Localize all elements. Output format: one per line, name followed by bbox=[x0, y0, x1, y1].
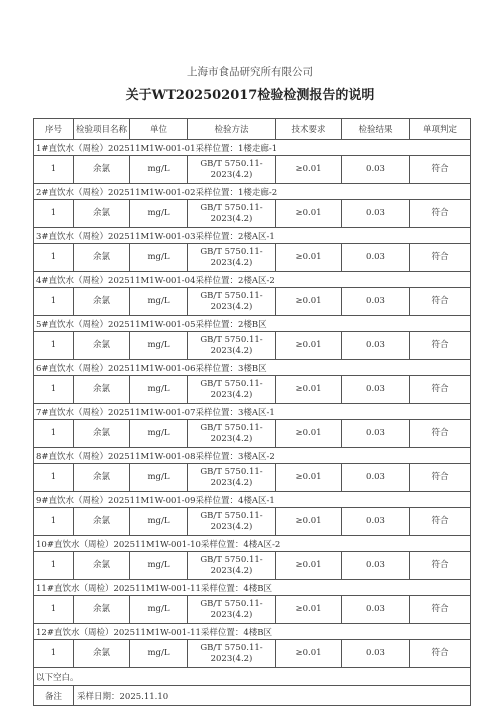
sample-heading-text: 7#直饮水（周检）202511M1W-001-07采样位置：3楼A区-1 bbox=[34, 404, 471, 420]
table-row bbox=[34, 376, 471, 404]
cell-item: 余氯 bbox=[74, 332, 130, 360]
sample-heading-text: 3#直饮水（周检）202511M1W-001-03采样位置：2楼A区-1 bbox=[34, 228, 471, 244]
cell-item: 余氯 bbox=[74, 420, 130, 448]
method-line: 2023(4.2) bbox=[210, 301, 253, 312]
cell-judgement: 符合 bbox=[410, 596, 471, 624]
cell-method bbox=[188, 156, 276, 184]
table-row bbox=[34, 508, 471, 536]
cell-method bbox=[188, 508, 276, 536]
cell-method bbox=[188, 288, 276, 316]
cell-judgement: 符合 bbox=[410, 376, 471, 404]
table-row bbox=[34, 552, 471, 580]
cell-no: 1 bbox=[34, 420, 74, 448]
cell-item: 余氯 bbox=[74, 596, 130, 624]
cell-unit: mg/L bbox=[130, 640, 188, 668]
cell-no: 1 bbox=[34, 596, 74, 624]
sample-section-heading bbox=[34, 316, 471, 332]
cell-unit: mg/L bbox=[130, 508, 188, 536]
cell-item: 余氯 bbox=[74, 288, 130, 316]
method-line: 2023(4.2) bbox=[210, 345, 253, 356]
cell-unit: mg/L bbox=[130, 200, 188, 228]
table-row bbox=[34, 244, 471, 272]
sample-section-heading bbox=[34, 272, 471, 288]
method-line: GB/T 5750.11- bbox=[200, 290, 263, 301]
cell-requirement: ≥0.01 bbox=[276, 640, 342, 668]
method-line: 2023(4.2) bbox=[210, 433, 253, 444]
cell-requirement: ≥0.01 bbox=[276, 376, 342, 404]
method-line: GB/T 5750.11- bbox=[200, 598, 263, 609]
table-row bbox=[34, 464, 471, 492]
cell-no: 1 bbox=[34, 288, 74, 316]
method-line: 2023(4.2) bbox=[210, 609, 253, 620]
cell-method bbox=[188, 200, 276, 228]
sample-heading-text: 5#直饮水（周检）202511M1W-001-05采样位置：2楼B区 bbox=[34, 316, 471, 332]
table-row bbox=[34, 420, 471, 448]
cell-result: 0.03 bbox=[342, 552, 410, 580]
cell-no: 1 bbox=[34, 332, 74, 360]
sample-section-heading bbox=[34, 536, 471, 552]
column-header: 检验结果 bbox=[342, 119, 410, 140]
cell-item: 余氯 bbox=[74, 376, 130, 404]
cell-no: 1 bbox=[34, 640, 74, 668]
cell-result: 0.03 bbox=[342, 596, 410, 624]
sample-heading-text: 10#直饮水（周检）202511M1W-001-10采样位置：4楼A区-2 bbox=[34, 536, 471, 552]
sample-heading-text: 12#直饮水（周检）202511M1W-001-11采样位置：4楼B区 bbox=[34, 624, 471, 640]
cell-requirement: ≥0.01 bbox=[276, 200, 342, 228]
cell-no: 1 bbox=[34, 156, 74, 184]
sample-section-heading bbox=[34, 448, 471, 464]
cell-requirement: ≥0.01 bbox=[276, 156, 342, 184]
sample-heading-text: 4#直饮水（周检）202511M1W-001-04采样位置：2楼A区-2 bbox=[34, 272, 471, 288]
sample-heading-text: 2#直饮水（周检）202511M1W-001-02采样位置：1楼走廊-2 bbox=[34, 184, 471, 200]
method-line: 2023(4.2) bbox=[210, 521, 253, 532]
sample-section-heading bbox=[34, 360, 471, 376]
cell-requirement: ≥0.01 bbox=[276, 508, 342, 536]
cell-method bbox=[188, 244, 276, 272]
method-line: 2023(4.2) bbox=[210, 257, 253, 268]
cell-judgement: 符合 bbox=[410, 200, 471, 228]
table-row bbox=[34, 640, 471, 668]
sample-section-heading bbox=[34, 580, 471, 596]
sample-heading-text: 8#直饮水（周检）202511M1W-001-08采样位置：3楼A区-2 bbox=[34, 448, 471, 464]
cell-item: 余氯 bbox=[74, 508, 130, 536]
method-line: GB/T 5750.11- bbox=[200, 642, 263, 653]
document-title: 关于WT202502017检验检测报告的说明 bbox=[125, 88, 375, 103]
cell-requirement: ≥0.01 bbox=[276, 420, 342, 448]
cell-unit: mg/L bbox=[130, 244, 188, 272]
sample-section-heading bbox=[34, 492, 471, 508]
method-line: GB/T 5750.11- bbox=[200, 422, 263, 433]
method-line: GB/T 5750.11- bbox=[200, 510, 263, 521]
method-line: GB/T 5750.11- bbox=[200, 202, 263, 213]
sample-heading-text: 6#直饮水（周检）202511M1W-001-06采样位置：3楼B区 bbox=[34, 360, 471, 376]
cell-no: 1 bbox=[34, 200, 74, 228]
report-table bbox=[33, 118, 471, 706]
column-header: 检验项目名称 bbox=[74, 119, 130, 140]
method-line: GB/T 5750.11- bbox=[200, 334, 263, 345]
method-line: 2023(4.2) bbox=[210, 653, 253, 664]
cell-result: 0.03 bbox=[342, 420, 410, 448]
column-header: 技术要求 bbox=[276, 119, 342, 140]
cell-result: 0.03 bbox=[342, 156, 410, 184]
cell-unit: mg/L bbox=[130, 288, 188, 316]
cell-judgement: 符合 bbox=[410, 508, 471, 536]
cell-judgement: 符合 bbox=[410, 464, 471, 492]
organization-name: 上海市食品研究所有限公司 bbox=[187, 66, 313, 78]
cell-no: 1 bbox=[34, 376, 74, 404]
cell-item: 余氯 bbox=[74, 244, 130, 272]
cell-unit: mg/L bbox=[130, 464, 188, 492]
remark-value: 采样日期：2025.11.10 bbox=[74, 686, 471, 706]
column-header: 检验方法 bbox=[188, 119, 276, 140]
cell-judgement: 符合 bbox=[410, 244, 471, 272]
cell-result: 0.03 bbox=[342, 288, 410, 316]
cell-judgement: 符合 bbox=[410, 156, 471, 184]
cell-item: 余氯 bbox=[74, 156, 130, 184]
cell-result: 0.03 bbox=[342, 200, 410, 228]
method-line: GB/T 5750.11- bbox=[200, 246, 263, 257]
cell-no: 1 bbox=[34, 508, 74, 536]
cell-item: 余氯 bbox=[74, 552, 130, 580]
cell-item: 余氯 bbox=[74, 200, 130, 228]
cell-requirement: ≥0.01 bbox=[276, 332, 342, 360]
remark-label: 备注 bbox=[34, 686, 74, 706]
cell-result: 0.03 bbox=[342, 244, 410, 272]
blank-note: 以下空白。 bbox=[34, 668, 471, 686]
cell-method bbox=[188, 464, 276, 492]
cell-requirement: ≥0.01 bbox=[276, 244, 342, 272]
method-line: GB/T 5750.11- bbox=[200, 378, 263, 389]
cell-requirement: ≥0.01 bbox=[276, 464, 342, 492]
cell-method bbox=[188, 420, 276, 448]
table-header-row bbox=[34, 119, 471, 140]
cell-unit: mg/L bbox=[130, 376, 188, 404]
cell-requirement: ≥0.01 bbox=[276, 596, 342, 624]
sample-section-heading bbox=[34, 140, 471, 156]
cell-judgement: 符合 bbox=[410, 288, 471, 316]
cell-method bbox=[188, 552, 276, 580]
table-row bbox=[34, 200, 471, 228]
cell-result: 0.03 bbox=[342, 508, 410, 536]
sample-heading-text: 9#直饮水（周检）202511M1W-001-09采样位置：4楼A区-1 bbox=[34, 492, 471, 508]
cell-judgement: 符合 bbox=[410, 640, 471, 668]
cell-item: 余氯 bbox=[74, 640, 130, 668]
sample-section-heading bbox=[34, 228, 471, 244]
column-header: 单项判定 bbox=[410, 119, 471, 140]
method-line: 2023(4.2) bbox=[210, 565, 253, 576]
cell-method bbox=[188, 596, 276, 624]
table-row bbox=[34, 332, 471, 360]
sample-section-heading bbox=[34, 184, 471, 200]
column-header: 序号 bbox=[34, 119, 74, 140]
cell-judgement: 符合 bbox=[410, 420, 471, 448]
cell-unit: mg/L bbox=[130, 332, 188, 360]
remark-row bbox=[34, 686, 471, 706]
cell-result: 0.03 bbox=[342, 376, 410, 404]
cell-item: 余氯 bbox=[74, 464, 130, 492]
cell-unit: mg/L bbox=[130, 596, 188, 624]
method-line: 2023(4.2) bbox=[210, 477, 253, 488]
cell-judgement: 符合 bbox=[410, 552, 471, 580]
table-row bbox=[34, 596, 471, 624]
cell-method bbox=[188, 332, 276, 360]
cell-requirement: ≥0.01 bbox=[276, 288, 342, 316]
cell-requirement: ≥0.01 bbox=[276, 552, 342, 580]
method-line: GB/T 5750.11- bbox=[200, 158, 263, 169]
method-line: 2023(4.2) bbox=[210, 389, 253, 400]
sample-heading-text: 11#直饮水（周检）202511M1W-001-11采样位置：4楼B区 bbox=[34, 580, 471, 596]
method-line: GB/T 5750.11- bbox=[200, 466, 263, 477]
cell-method bbox=[188, 640, 276, 668]
cell-unit: mg/L bbox=[130, 552, 188, 580]
cell-no: 1 bbox=[34, 464, 74, 492]
column-header: 单位 bbox=[130, 119, 188, 140]
method-line: 2023(4.2) bbox=[210, 169, 253, 180]
method-line: 2023(4.2) bbox=[210, 213, 253, 224]
cell-no: 1 bbox=[34, 244, 74, 272]
cell-result: 0.03 bbox=[342, 640, 410, 668]
sample-heading-text: 1#直饮水（周检）202511M1W-001-01采样位置：1楼走廊-1 bbox=[34, 140, 471, 156]
cell-unit: mg/L bbox=[130, 156, 188, 184]
table-row bbox=[34, 288, 471, 316]
cell-judgement: 符合 bbox=[410, 332, 471, 360]
cell-result: 0.03 bbox=[342, 332, 410, 360]
cell-result: 0.03 bbox=[342, 464, 410, 492]
cell-no: 1 bbox=[34, 552, 74, 580]
cell-unit: mg/L bbox=[130, 420, 188, 448]
blank-note-row bbox=[34, 668, 471, 686]
method-line: GB/T 5750.11- bbox=[200, 554, 263, 565]
cell-method bbox=[188, 376, 276, 404]
sample-section-heading bbox=[34, 624, 471, 640]
sample-section-heading bbox=[34, 404, 471, 420]
table-row bbox=[34, 156, 471, 184]
